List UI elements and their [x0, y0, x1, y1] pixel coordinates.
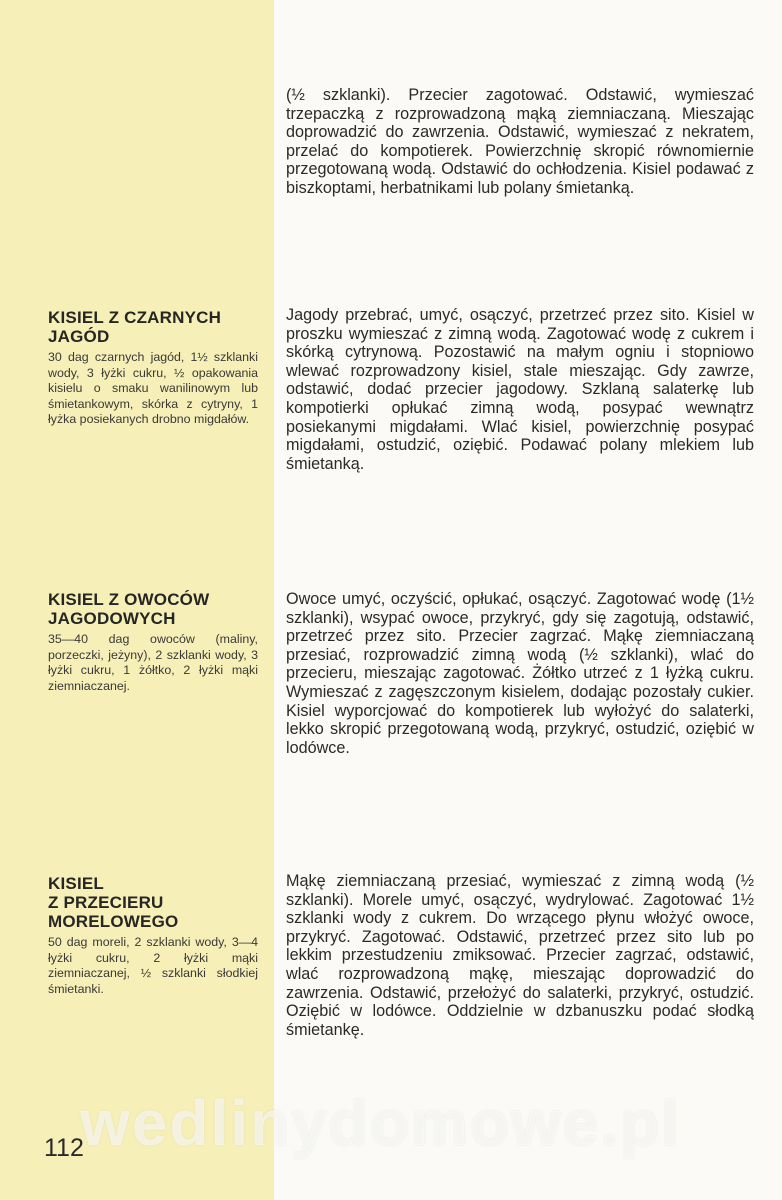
recipe-title-line: Z PRZECIERU: [48, 893, 164, 912]
intro-continuation-text: (½ szklanki). Przecier zagotować. Odstawić, wymieszać trzepaczką z rozprowadzoną mąką ziemniaczaną. Mieszając doprowadzić do zawrzenia. Odstawić, wymieszać z nekratem, przelać do kompotierek. Powierzchnię skropić równomiernie przegotowaną wodą. Odstawić do ochłodzenia. Kisiel podawać z biszkoptami, herbatnikami lub polany śmietanką.: [286, 86, 754, 197]
recipe-instructions-przecier-morelowy: Mąkę ziemniaczaną przesiać, wymieszać z zimną wodą (½ szklanki). Morele umyć, osączyć, wydrylować. Zagotować 1½ szklanki wody z cukrem. Do wrzącego płynu włożyć owoce, przykryć. Zagotować. Odstawić, przetrzeć przez sito lub po lekkim przestudzeniu zmiksować. Przecier zagrzać, odstawić, wlać rozprowadzoną mąkę, mieszając doprowadzić do zawrzenia. Odstawić, przełożyć do salaterki, przykryć, ostudzić. Oziębić w lodówce. Oddzielnie w dzbanuszku podać słodką śmietankę.: [286, 872, 754, 1039]
recipe-instructions-owoce-jagodowe: Owoce umyć, oczyścić, opłukać, osączyć. Zagotować wodę (1½ szklanki), wsypać owoce, przykryć, gdy się zagotują, odstawić, przetrzeć przez sito. Przecier zagrzać. Mąkę ziemniaczaną przesiać, rozprowadzić zimną wodą (½ szklanki), wlać do przecieru, mieszając zagotować. Żółtko utrzeć z 1 łyżką cukru. Wymieszać z zagęszczonym kisielem, dodając pozostały cukier. Kisiel wyporcjować do kompotierek lub wyłożyć do salaterki, lekko skropić przegotowaną wodą, przykryć, ostudzić, oziębić w lodówce.: [286, 590, 754, 757]
recipe-header-przecier-morelowy: [48, 874, 258, 997]
recipe-title-line: JAGÓD: [48, 327, 110, 346]
recipe-title-line: KISIEL Z OWOCÓW: [48, 590, 210, 609]
recipe-ingredients: 35—40 dag owoców (maliny, porzeczki, jeżyny), 2 szklanki wody, 3 łyżki cukru, 1 żółtko, 2 łyżki mąki ziemniaczanej.: [48, 632, 258, 693]
page-number: 112: [44, 1134, 84, 1162]
recipe-title-line: JAGODOWYCH: [48, 609, 176, 628]
recipe-title-line: KISIEL Z CZARNYCH: [48, 308, 222, 327]
recipe-title-line: KISIEL: [48, 874, 104, 893]
recipe-title-line: MORELOWEGO: [48, 912, 179, 931]
recipe-ingredients: 30 dag czarnych jagód, 1½ szklanki wody, 3 łyżki cukru, ½ opakowania kisielu o smaku wanilinowym lub śmietankowym, skórka z cytryny, 1 łyżka posiekanych drobno migdałów.: [48, 350, 258, 427]
recipe-title: [48, 590, 258, 628]
recipe-title: [48, 308, 258, 346]
recipe-ingredients: 50 dag moreli, 2 szklanki wody, 3—4 łyżki cukru, 2 łyżki mąki ziemniaczanej, ½ szklanki słodkiej śmietanki.: [48, 935, 258, 996]
recipe-header-owoce-jagodowe: [48, 590, 258, 694]
recipe-header-czarne-jagody: [48, 308, 258, 428]
recipe-title: [48, 874, 258, 931]
watermark: wedlinydomowe.pl: [80, 1087, 681, 1159]
recipe-instructions-czarne-jagody: Jagody przebrać, umyć, osączyć, przetrzeć przez sito. Kisiel w proszku wymieszać z zimną wodą. Zagotować wodę z cukrem i skórką cytrynową. Pozostawić na małym ogniu i stopniowo wlewać rozprowadzony kisiel, stale mieszając. Gdy zawrze, odstawić, dodać przecier jagodowy. Szklaną salaterkę lub kompotierki opłukać zimną wodą, posypać wewnątrz posiekanymi migdałami. Wlać kisiel, powierzchnię posypać migdałami, ostudzić, oziębić. Podawać polany mlekiem lub śmietanką.: [286, 306, 754, 473]
